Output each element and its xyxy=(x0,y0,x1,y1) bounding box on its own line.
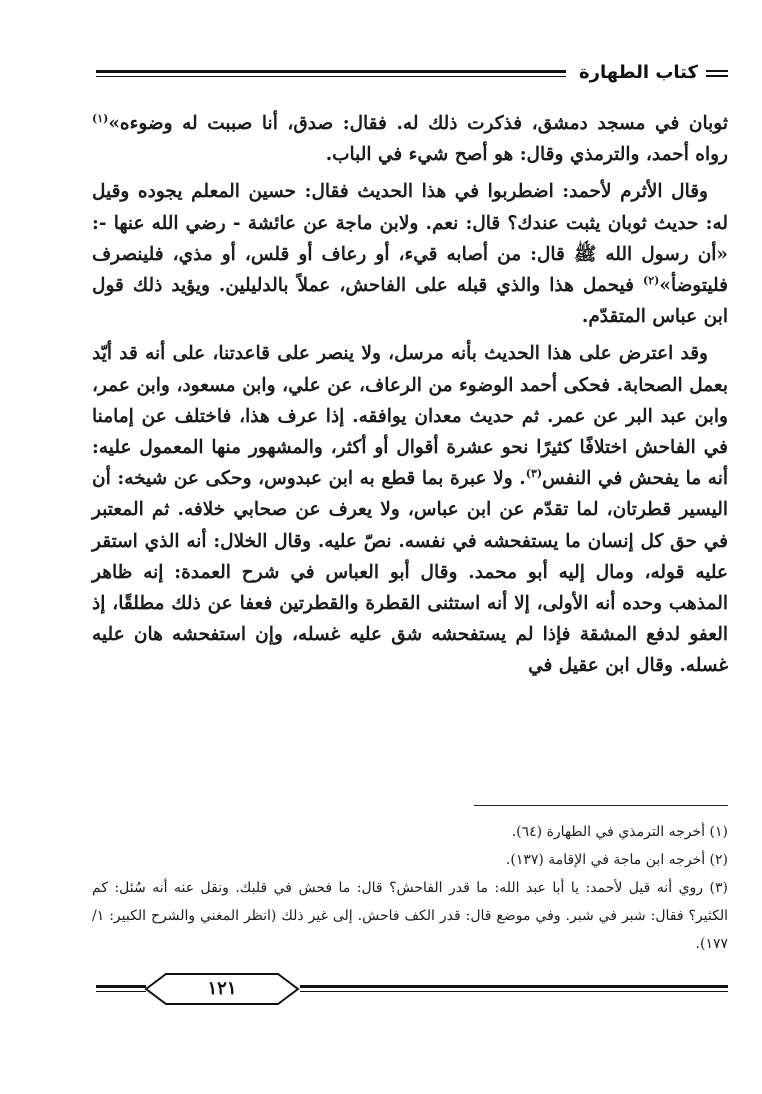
footer-rule-thick xyxy=(300,985,728,988)
footnote: (٢) أخرجه ابن ماجة في الإقامة (١٣٧). xyxy=(505,852,728,868)
footnote: (١) أخرجه الترمذي في الطهارة (٦٤). xyxy=(511,824,728,840)
page-footer xyxy=(96,970,728,1010)
header-ornament xyxy=(706,70,728,80)
footnotes xyxy=(92,818,728,958)
footnote-ref[interactable]: (٣) xyxy=(525,467,543,481)
footer-rule-left-thin xyxy=(96,991,146,992)
paragraph: وقال الأثرم لأحمد: اضطربوا في هذا الحديث فقال: حسين المعلم يجوده وقيل له: حديث ثوبان يثبت عندك؟ قال: نعم. ولابن ماجة عن عائشة - رضي الله عنها -: «أن رسول الله ﷺ قال: من أصابه قيء، أو رعاف أو قلس، أو مذي، فلينصرف فليتوضأ»$^{(٢)}$ فيحمل هذا والذي قبله على الفاحش، عملاً بالدليلين. ويؤيد ذلك قول ابن عباس المتقدّم. xyxy=(92,181,728,328)
footnote-separator xyxy=(474,805,728,806)
running-header xyxy=(96,58,728,92)
footnote-ref[interactable]: (٢) xyxy=(643,273,660,287)
page-number: ١٢١ xyxy=(207,978,237,999)
footer-rule-thin xyxy=(300,991,728,992)
paragraph: ثوبان في مسجد دمشق، فذكرت ذلك له. فقال: صدق، أنا صببت له وضوءه»$^{(١)}$ رواه أحمد، والترمذي وقال: هو أصح شيء في الباب. xyxy=(92,111,728,166)
page-number-badge xyxy=(144,972,300,1006)
footnote: (٣) روي أنه قيل لأحمد: يا أبا عبد الله: ما قدر الفاحش؟ قال: ما فحش في قلبك. ونقل عنه أنه سُئل: كم الكثير؟ فقال: شبر في شبر. وفي موضع قال: قدر الكف فاحش. إلى غير ذلك (انظر المغني والشرح الكبير: ١/ ١٧٧). xyxy=(92,880,728,952)
paragraph: وقد اعترض على هذا الحديث بأنه مرسل، ولا ينصر على قاعدتنا، على أنه قد أيّد بعمل الصحابة. فحكى أحمد الوضوء من الرعاف، عن علي، وابن مسعود، وابن عمر، وابن عبد البر عن عمر. ثم حديث معدان يوافقه. إذا عرف هذا، فاختلف عن إمامنا في الفاحش اختلافًا كثيرًا نحو عشرة أقوال أو أكثر، والمشهور منها المعمول عليه: أنه ما يفحش في النفس$^{(٣)}$. ولا عبرة بما قطع به ابن عبدوس، وحكى عن شيخه: أن اليسير قطرتان، لما تقدّم عن ابن عباس، ولا يعرف عن صحابي خلافه. ثم المعتبر في حق كل إنسان ما يستفحشه في نفسه. نصّ عليه. وقال الخلال: أنه الذي استقر عليه قوله، ومال إليه أبو محمد. وقال أبو العباس في شرح العمدة: إنه ظاهر المذهب وحده أنه الأولى، إلا أنه استثنى القطرة والقطرتين فعفا عن ذلك مطلقًا، إذ العفو لدفع المشقة فإذا لم يستفحشه شق عليه غسله، وإن استفحشه هان عليه غسله. وقال ابن عقيل في xyxy=(92,343,728,677)
footnote-ref[interactable]: (١) xyxy=(92,111,109,125)
chapter-title: كتاب الطهارة xyxy=(578,62,698,83)
footer-rule-left xyxy=(96,985,146,988)
header-rule xyxy=(96,70,566,77)
main-text xyxy=(92,108,728,688)
